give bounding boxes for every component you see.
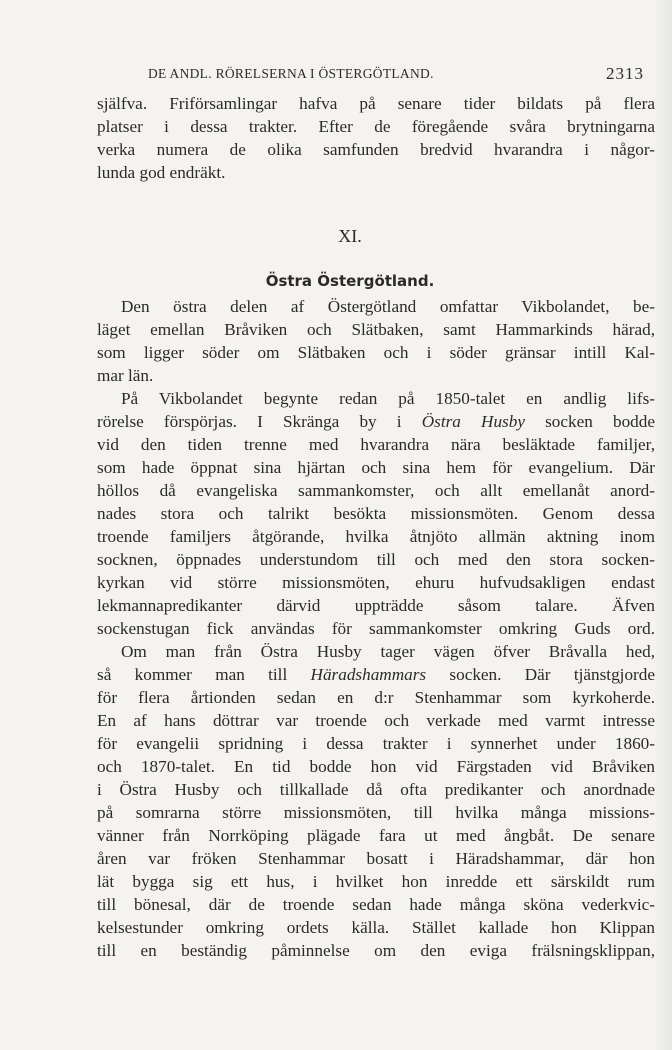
text-line: mar län. <box>97 366 154 385</box>
text-segment: så kommer man till <box>97 665 311 684</box>
text-line: för evangelii spridning i dessa trakter i synnerhet under 1860- <box>97 734 655 753</box>
paragraph <box>97 387 655 640</box>
paragraph <box>97 295 655 387</box>
running-header: DE ANDL. RÖRELSERNA I ÖSTERGÖTLAND. <box>148 66 434 81</box>
text-line: lunda god endräkt. <box>97 163 226 182</box>
text-line: socknen, öppnades understundom till och med den stora socken- <box>97 550 655 569</box>
text-line: nades stora och talrikt besökta missionsmöten. Genom dessa <box>97 504 655 523</box>
paragraph <box>97 92 655 184</box>
page-edge-shadow <box>654 0 672 1050</box>
text-segment: socken bodde <box>524 412 655 431</box>
text-line: på somrarna större missionsmöten, till hvilka många missions- <box>97 803 655 822</box>
paragraph <box>97 640 655 962</box>
text-line: åren var fröken Stenhammar bosatt i Häradshammar, där hon <box>97 849 655 868</box>
text-line: till bönesal, där de troende sedan hade många sköna vederkvic- <box>97 895 655 914</box>
text-line: som ligger söder om Slätbaken och i söder gränsar intill Kal- <box>97 343 655 362</box>
text-segment: rörelse förspörjas. I Skränga by i <box>97 412 422 431</box>
section-number: XI. <box>338 226 362 246</box>
text-line: Om man från Östra Husby tager vägen öfver Bråvalla hed, <box>121 642 655 661</box>
text-line: troende familjers åtgörande, hvilka åtnjöto allmän aktning inom <box>97 527 655 546</box>
text-line: för flera årtionden sedan en d:r Stenhammar som kyrkoherde. <box>97 688 655 707</box>
text-line: och 1870-talet. En tid bodde hon vid Färgstaden vid Bråviken <box>97 757 655 776</box>
section-title: Östra Östergötland. <box>265 272 435 290</box>
text-line: verka numera de olika samfunden bredvid hvarandra i någor- <box>97 140 655 159</box>
text-line: till en beständig påminnelse om den eviga frälsningsklippan, <box>97 941 655 960</box>
text-line: Den östra delen af Östergötland omfattar Vikbolandet, be- <box>121 297 655 316</box>
italic-place-name: Östra Husby <box>421 412 525 431</box>
text-block-main <box>97 295 655 962</box>
text-line: En af hans döttrar var troende och verkade med varmt intresse <box>97 711 655 730</box>
text-line: På Vikbolandet begynte redan på 1850-talet en andlig lifs- <box>121 389 655 408</box>
text-line: lät bygga sig ett hus, i hvilket hon inredde ett särskildt rum <box>97 872 655 891</box>
text-line: som hade öppnat sina hjärtan och sina hem för evangelium. Där <box>97 458 655 477</box>
page-number: 2313 <box>606 64 644 83</box>
text-line: lekmannapredikanter därvid uppträdde såsom talare. Äfven <box>97 596 655 615</box>
text-line: i Östra Husby och tillkallade då ofta predikanter och anordnade <box>97 780 655 799</box>
text-segment: socken. Där tjänstgjorde <box>426 665 655 684</box>
text-line: vänner från Norrköping plägade fara ut med ångbåt. De senare <box>97 826 655 845</box>
text-line: vid den tiden trenne med hvarandra nära besläktade familjer, <box>97 435 655 454</box>
text-line: höllos då evangeliska sammankomster, och allt emellanåt anord- <box>97 481 655 500</box>
italic-place-name: Häradshammars <box>310 665 427 684</box>
text-line: kelsestunder omkring ordets källa. Stället kallade hon Klippan <box>97 918 655 937</box>
text-line: själfva. Friförsamlingar hafva på senare tider bildats på flera <box>97 94 655 113</box>
text-block-intro <box>97 92 655 184</box>
text-line <box>97 410 655 433</box>
text-line <box>97 663 655 686</box>
text-line: kyrkan vid större missionsmöten, ehuru hufvudsakligen endast <box>97 573 655 592</box>
text-line: sockenstugan fick användas för sammankomster omkring Guds ord. <box>97 619 655 638</box>
text-line: läget emellan Bråviken och Slätbaken, samt Hammarkinds härad, <box>97 320 655 339</box>
text-line: platser i dessa trakter. Efter de föregående svåra brytningarna <box>97 117 655 136</box>
